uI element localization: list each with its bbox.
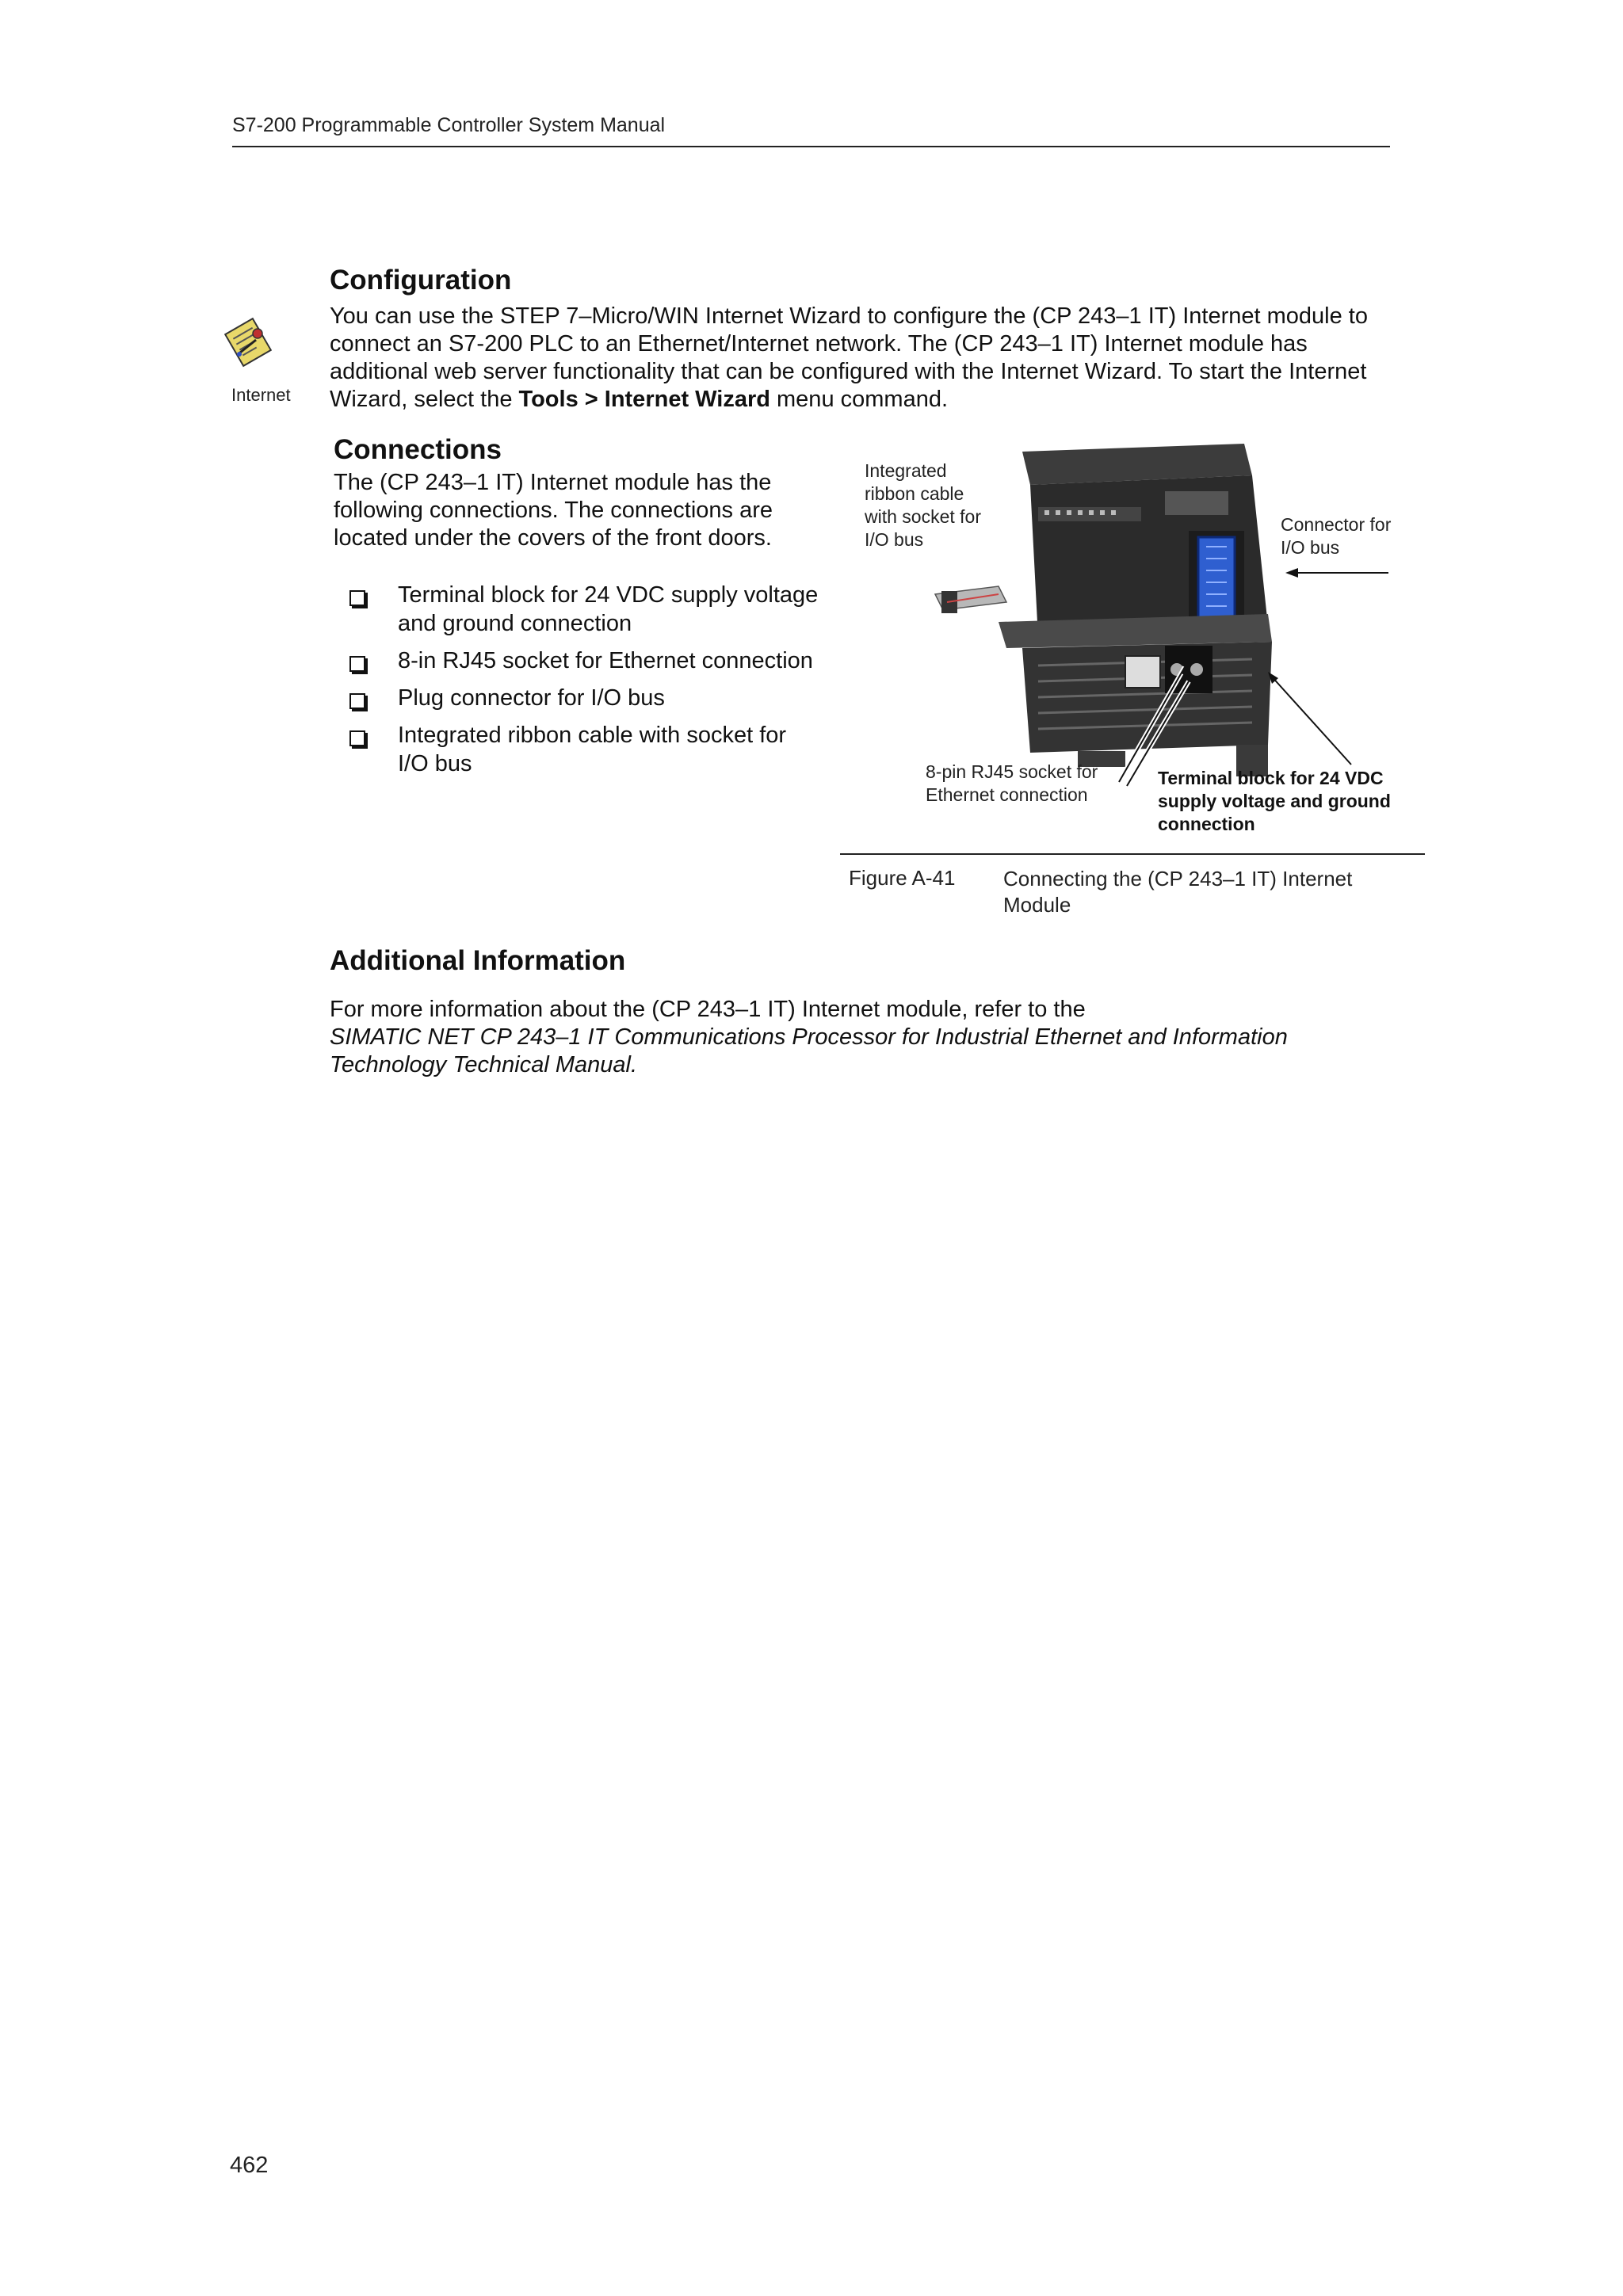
checkbox-bullet-icon bbox=[349, 730, 365, 746]
figure-caption: Connecting the (CP 243–1 IT) Internet Module bbox=[1003, 867, 1353, 917]
configuration-paragraph bbox=[330, 303, 1400, 414]
header-rule bbox=[232, 146, 1390, 147]
section-heading-configuration: Configuration bbox=[330, 265, 512, 296]
list-item bbox=[347, 684, 823, 712]
list-item-text: Integrated ribbon cable with socket for I/O bus bbox=[398, 723, 787, 776]
connections-intro: The (CP 243–1 IT) Internet module has the following connections. The connections are located under the covers of the front doors. bbox=[334, 470, 773, 551]
checkbox-bullet-icon bbox=[349, 590, 365, 606]
module-figure bbox=[840, 444, 1426, 856]
list-item bbox=[347, 581, 823, 638]
checkbox-bullet-icon bbox=[349, 656, 365, 672]
running-header: S7-200 Programmable Controller System Manual bbox=[232, 114, 666, 136]
callout-io-connector: Connector for I/O bus bbox=[1281, 514, 1392, 558]
icon-label: Internet bbox=[231, 385, 291, 405]
callout-ribbon-cable: Integrated ribbon cable with socket for I/O bus bbox=[865, 460, 981, 550]
internet-wizard-icon bbox=[224, 315, 272, 370]
additional-text: For more information about the (CP 243–1 IT) Internet module, refer to the bbox=[330, 997, 1086, 1022]
configuration-text-end: menu command. bbox=[769, 387, 949, 412]
figure-number: Figure A-41 bbox=[849, 866, 956, 890]
figure-rule bbox=[840, 853, 1425, 855]
section-heading-connections: Connections bbox=[334, 434, 502, 465]
list-item bbox=[347, 721, 823, 778]
list-item-text: Plug connector for I/O bus bbox=[398, 685, 665, 711]
list-item-text: Terminal block for 24 VDC supply voltage and ground connection bbox=[398, 582, 819, 636]
page-number: 462 bbox=[230, 2153, 269, 2178]
section-heading-additional-information: Additional Information bbox=[330, 945, 626, 976]
list-item-text: 8-in RJ45 socket for Ethernet connection bbox=[398, 648, 813, 673]
menu-command: Tools > Internet Wizard bbox=[518, 387, 770, 412]
callout-terminal-block: Terminal block for 24 VDC supply voltage and ground connection bbox=[1158, 768, 1391, 834]
configuration-text: You can use the STEP 7–Micro/WIN Internet Wizard to configure the (CP 243–1 IT) Internet module to connect an S7-200 PLC to an Ethernet/Internet network. The (CP 243–1 IT) Internet module has additional web server functionality that can be configured with the Internet Wizard. To start the Internet Wizard, select the bbox=[330, 303, 1368, 412]
checkbox-bullet-icon bbox=[349, 693, 365, 709]
additional-paragraph bbox=[330, 996, 1407, 1079]
manual-reference: SIMATIC NET CP 243–1 IT Communications Processor for Industrial Ethernet and Information Technology Technical Manual. bbox=[330, 1024, 1288, 1077]
callout-rj45-socket: 8-pin RJ45 socket for Ethernet connection bbox=[926, 761, 1098, 805]
connections-list bbox=[347, 581, 823, 787]
list-item bbox=[347, 646, 823, 675]
